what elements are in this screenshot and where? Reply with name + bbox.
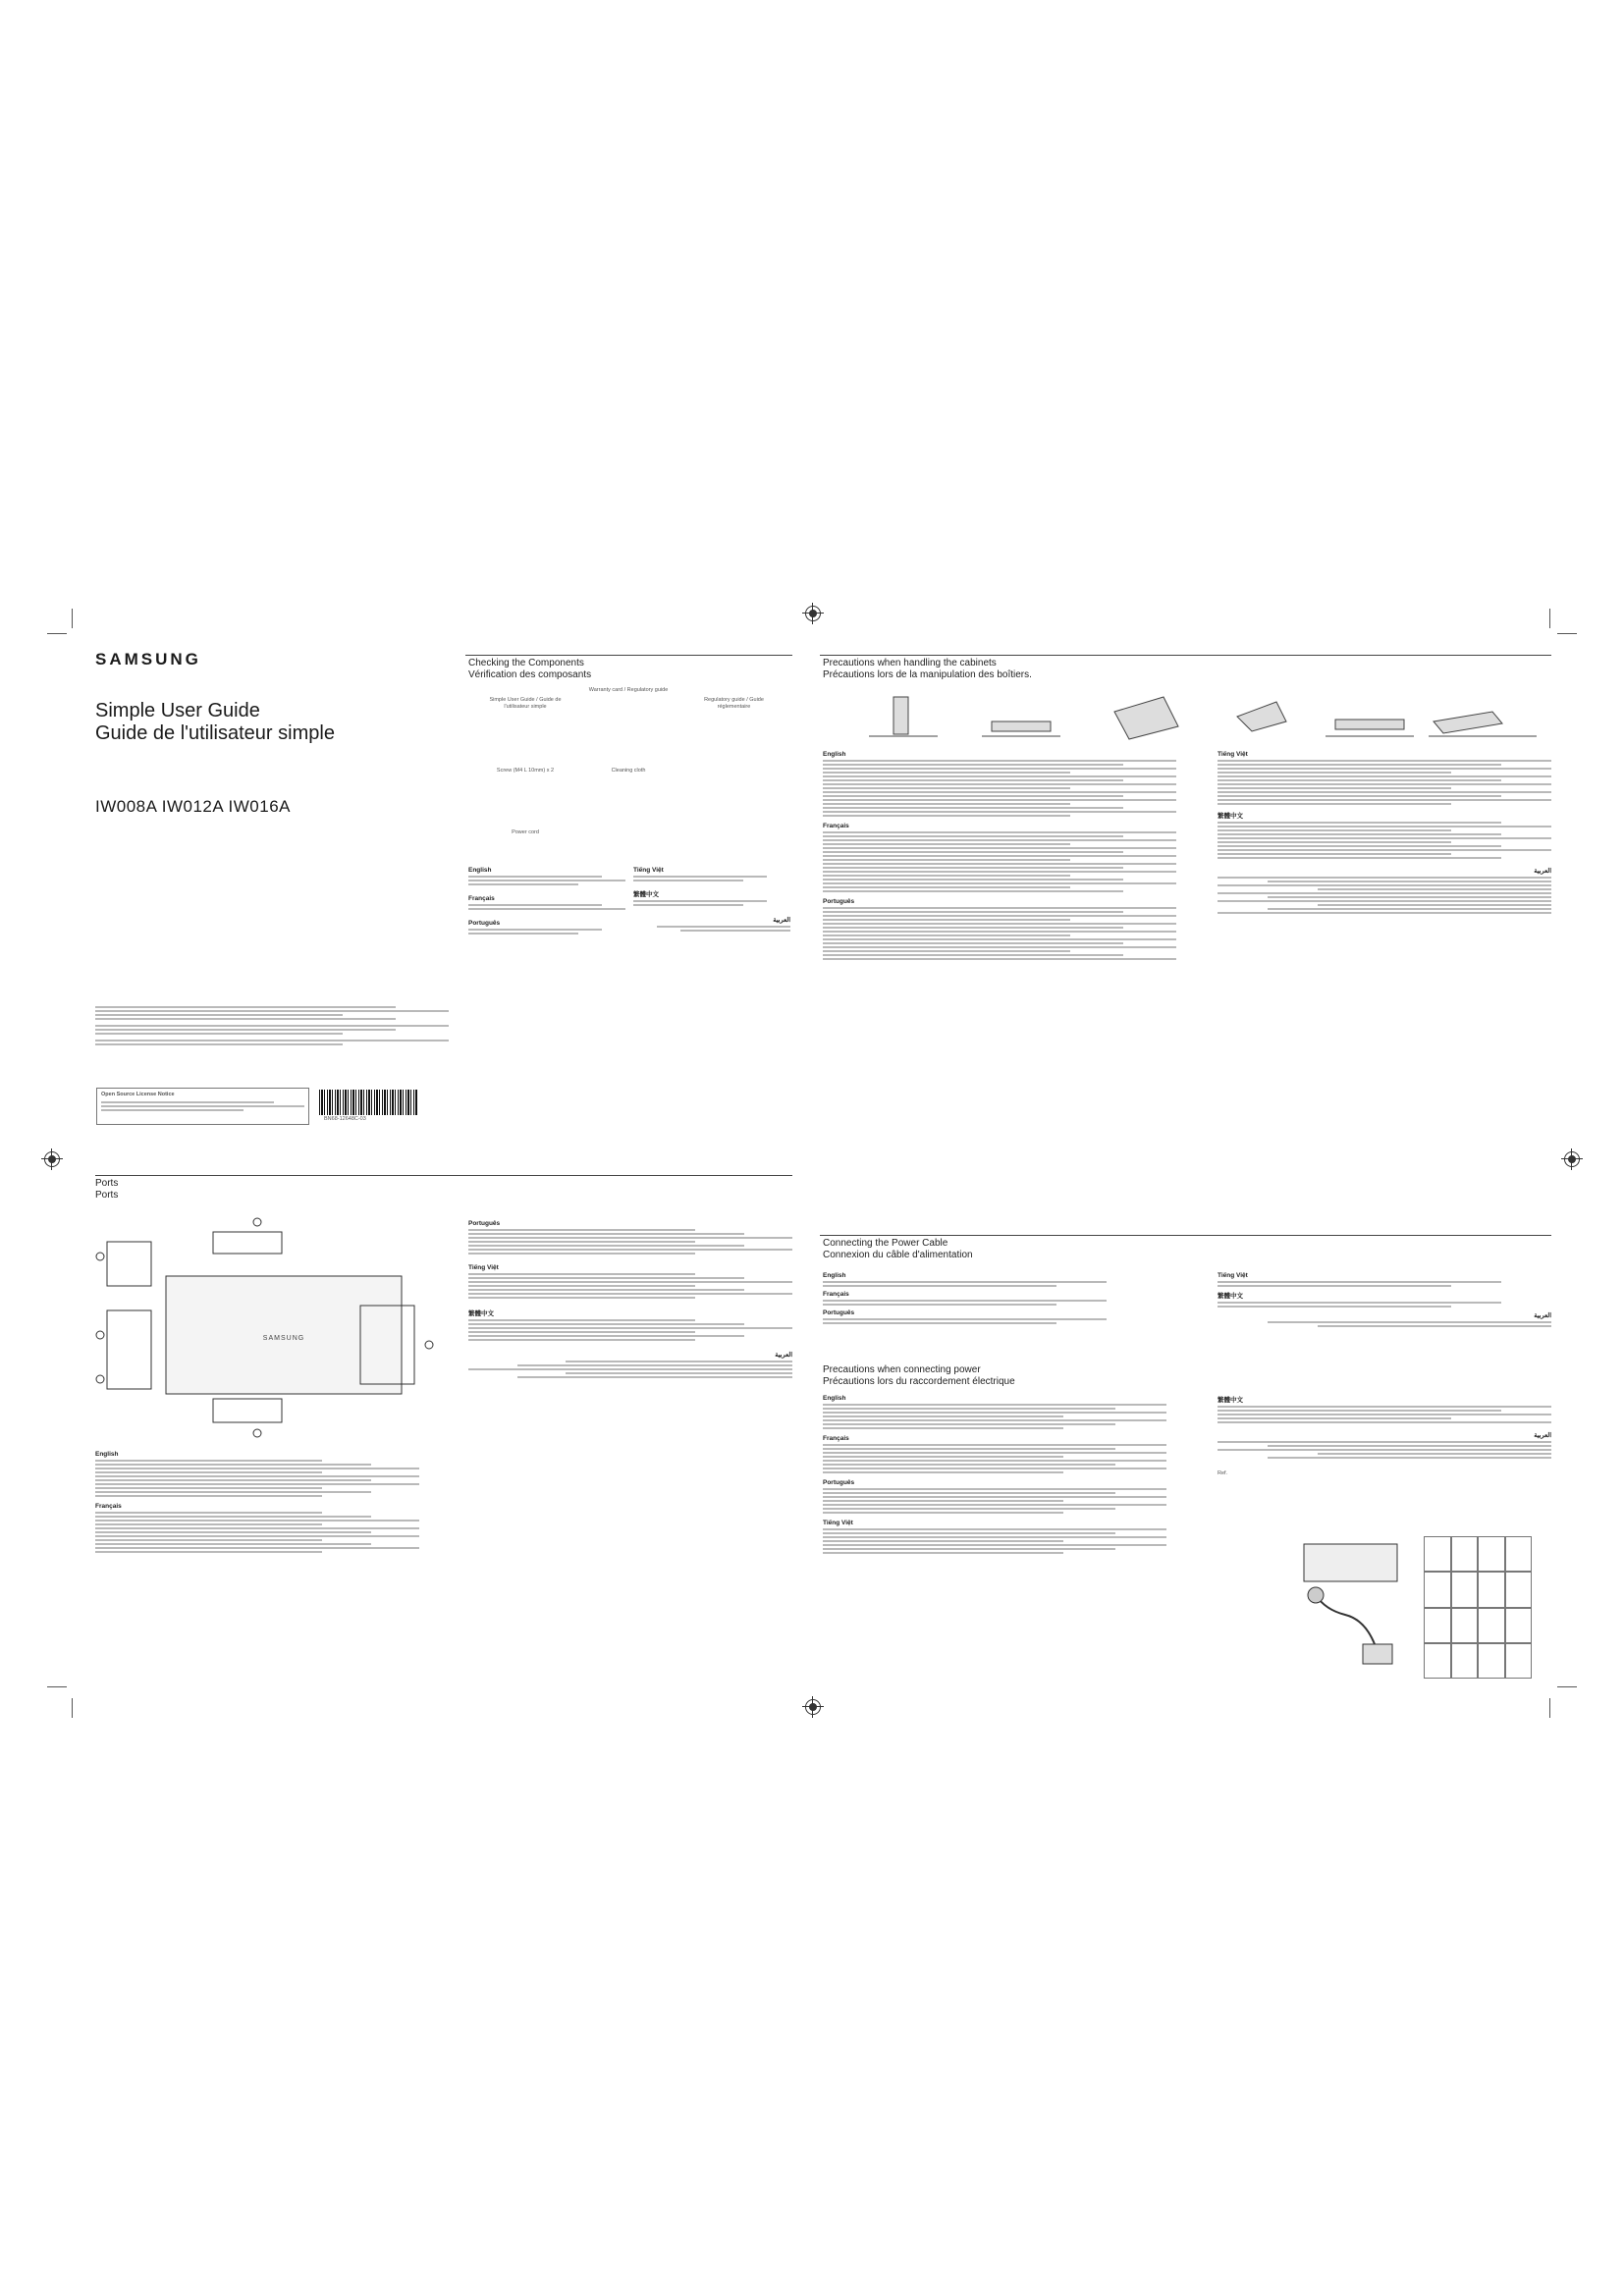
ports-en-fr-text: English Français [95,1448,419,1555]
ports-title-fr: Ports [95,1190,119,1201]
guide-title-en: Simple User Guide [95,700,260,721]
section-rule [465,655,792,656]
precautions-power-title-en: Precautions when connecting power [823,1364,981,1375]
power-cable-title-fr: Connexion du câble d'alimentation [823,1250,973,1260]
crop-mark [72,609,73,628]
cover-notes [95,1004,449,1047]
open-source-title: Open Source License Notice [101,1092,175,1097]
ports-title-en: Ports [95,1178,119,1189]
precautions-power-right-text: 繁體中文 العربية Ref. [1218,1397,1551,1476]
registration-mark-right [1564,1151,1580,1167]
open-source-notice [96,1088,309,1125]
precautions-cabinets-right-column: Tiếng Việt 繁體中文 العربية [1218,748,1551,916]
crop-mark [1557,1686,1577,1687]
crop-mark [1549,609,1550,628]
model-numbers: IW008A IW012A IW016A [95,797,291,816]
cabinet-handling-illustrations [864,692,1542,746]
ports-diagram [95,1212,449,1443]
crop-mark [47,1686,67,1687]
barcode-code: BN68-12648C-03 [324,1116,366,1122]
component-item: Warranty card / Regulatory guide [588,687,669,693]
crop-mark [47,633,67,634]
power-cable-right-text: Tiếng Việt 繁體中文 العربية [1218,1269,1551,1329]
ref-label: Ref. [1218,1470,1228,1476]
component-item: Power cord [512,829,539,835]
section-rule [95,1175,792,1176]
component-item: Regulatory guide / Guide réglementaire [704,697,764,710]
precautions-cabinets-left-column: English Français Português [823,748,1176,962]
registration-mark-left [44,1151,60,1167]
power-cable-left-text: English Français Português [823,1269,1157,1326]
precautions-power-left-text: English Français Português Tiếng Việt [823,1392,1166,1556]
registration-mark-bottom [805,1699,821,1715]
component-item: Simple User Guide / Guide de l'utilisateur simple [489,697,562,710]
precautions-cabinets-title-en: Precautions when handling the cabinets [823,658,997,668]
power-cable-diagram [1296,1536,1404,1679]
guide-title-fr: Guide de l'utilisateur simple [95,722,335,744]
cabinet-grid-diagram [1424,1536,1532,1679]
component-item: Screw (M4 L 10mm) x 2 [496,768,555,774]
product-brand-text: SAMSUNG [262,1335,305,1342]
section-rule [820,1235,1551,1236]
precautions-power-title-fr: Précautions lors du raccordement électrique [823,1376,1015,1387]
crop-mark [72,1698,73,1718]
section-rule [820,655,1551,656]
power-cable-title-en: Connecting the Power Cable [823,1238,948,1249]
ports-other-langs-text: Português Tiếng Việt 繁體中文 العربية [468,1217,792,1380]
crop-mark [1557,633,1577,634]
checking-components-title-fr: Vérification des composants [468,669,592,680]
registration-mark-top [805,606,821,621]
barcode [319,1090,417,1115]
brand-logo: SAMSUNG [95,650,201,668]
components-other-langs: Tiếng Việt 繁體中文 العربية [633,864,790,934]
crop-mark [1549,1698,1550,1718]
precautions-cabinets-title-fr: Précautions lors de la manipulation des boîtiers. [823,669,1032,680]
components-english: English Français Português [468,864,625,936]
checking-components-title-en: Checking the Components [468,658,584,668]
component-item: Cleaning cloth [611,768,646,774]
